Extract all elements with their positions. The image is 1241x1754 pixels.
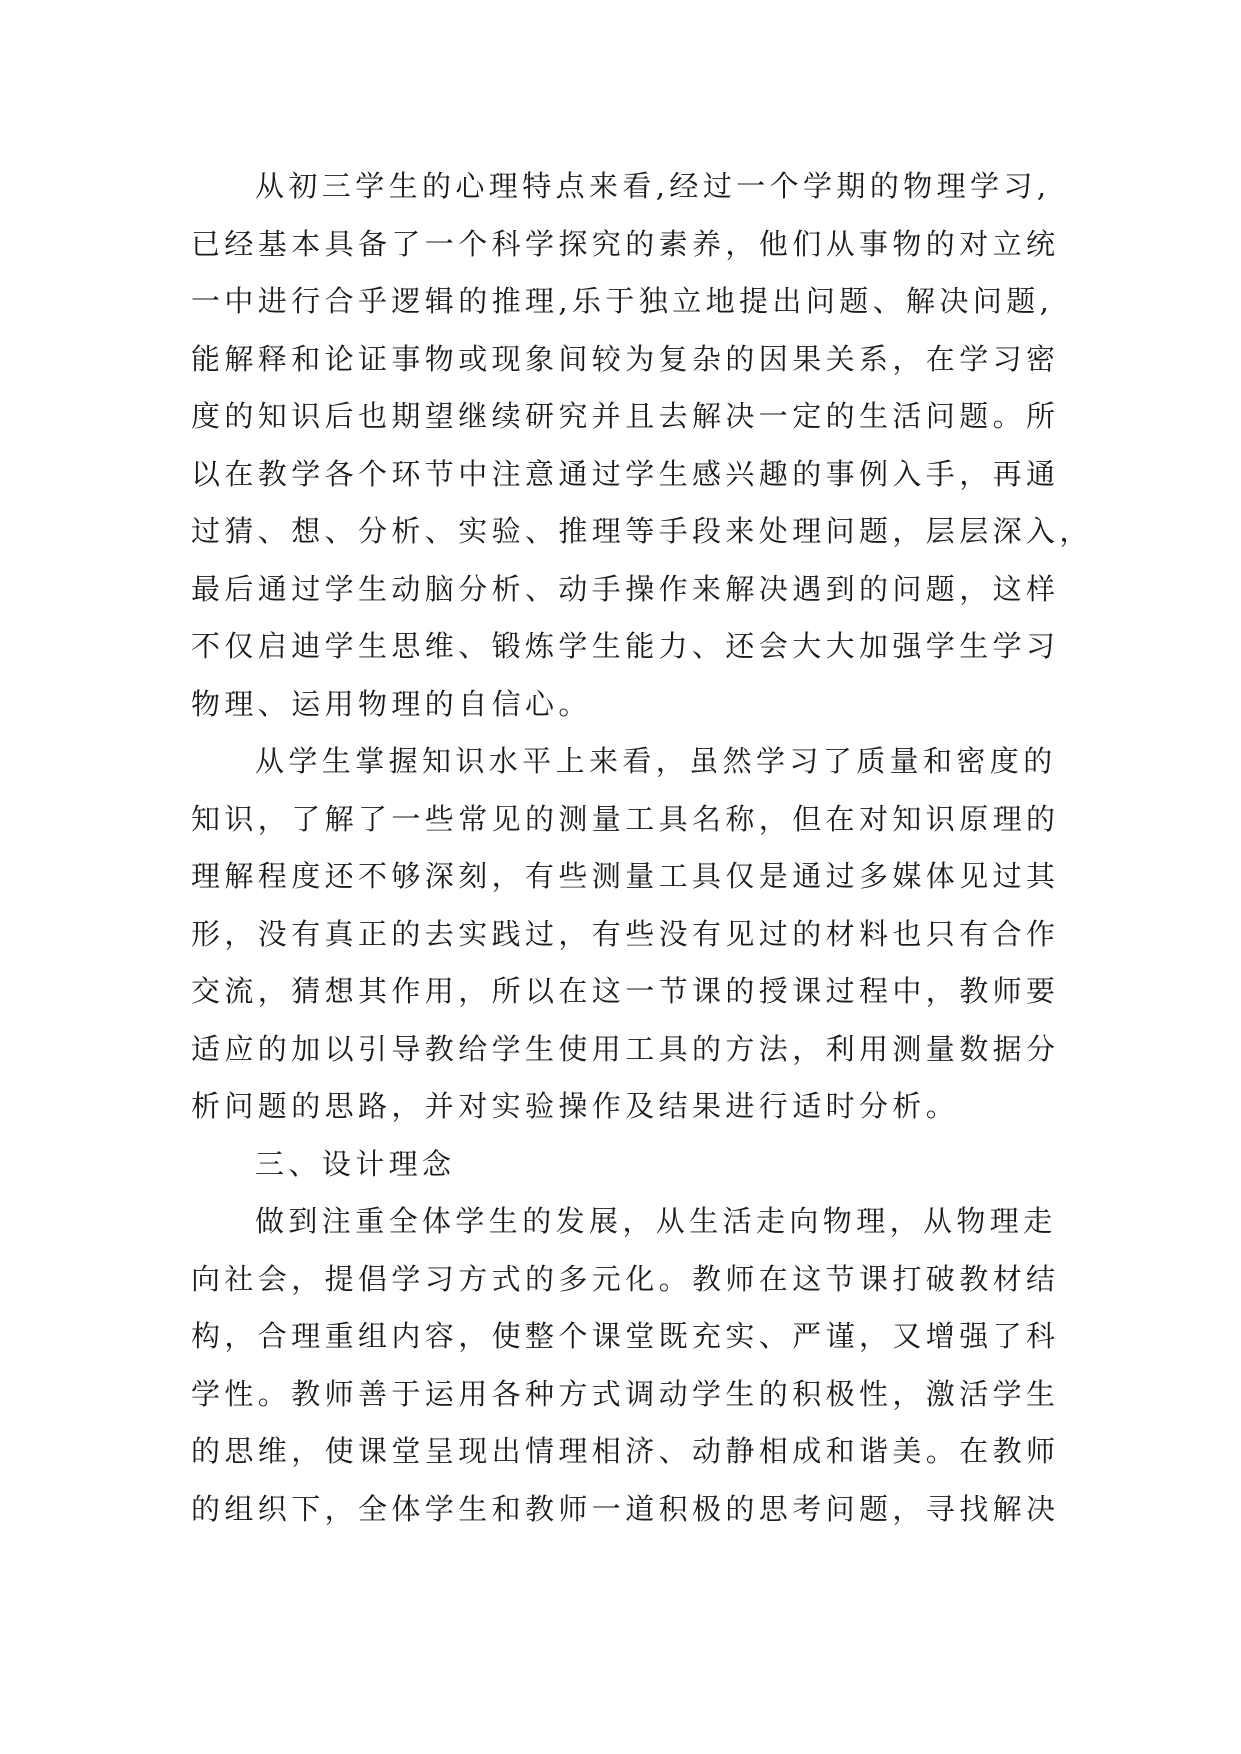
text-line: 物理、运用物理的自信心。 [191,686,592,721]
text-line: 最后通过学生动脑分析、动手操作来解决遇到的问题，这样 [191,571,1060,606]
text-line: 知识，了解了一些常见的测量工具名称，但在对知识原理的 [191,801,1060,836]
text-line: 交流，猜想其作用，所以在这一节课的授课过程中，教师要 [191,974,1060,1008]
text-line: 不仅启迪学生思维、锻炼学生能力、还会大大加强学生学习 [191,629,1060,663]
text-line: 的组织下，全体学生和教师一道积极的思考问题，寻找解决 [191,1491,1060,1526]
text-line: 已经基本具备了一个科学探究的素养，他们从事物的对立统 [191,226,1060,261]
text-line: 析问题的思路，并对实验操作及结果进行适时分析。 [191,1089,960,1123]
text-line: 从学生掌握知识水平上来看，虽然学习了质量和密度的 [255,744,1057,778]
text-line: 以在教学各个环节中注意通过学生感兴趣的事例入手，再通 [191,456,1060,491]
text-line: 能解释和论证事物或现象间较为复杂的因果关系，在学习密 [191,341,1060,376]
text-line: 过猜、想、分析、实验、推理等手段来处理问题，层层深入， [191,514,1093,548]
text-line: 一中进行合乎逻辑的推理,乐于独立地提出问题、解决问题, [191,284,1054,318]
section-heading: 三、设计理念 [255,1146,456,1181]
text-line: 的思维，使课堂呈现出情理相济、动静相成和谐美。在教师 [191,1434,1060,1468]
text-line: 形，没有真正的去实践过，有些没有见过的材料也只有合作 [191,916,1060,951]
text-line: 度的知识后也期望继续研究并且去解决一定的生活问题。所 [191,399,1060,433]
text-line: 学性。教师善于运用各种方式调动学生的积极性，激活学生 [191,1376,1060,1411]
text-line: 适应的加以引导教给学生使用工具的方法，利用测量数据分 [191,1031,1060,1066]
text-line: 从初三学生的心理特点来看,经过一个学期的物理学习, [255,169,1051,203]
text-line: 做到注重全体学生的发展，从生活走向物理，从物理走 [255,1204,1057,1238]
text-line: 构，合理重组内容，使整个课堂既充实、严谨，又增强了科 [191,1319,1060,1353]
text-line: 向社会，提倡学习方式的多元化。教师在这节课打破教材结 [191,1261,1060,1296]
text-line: 理解程度还不够深刻，有些测量工具仅是通过多媒体见过其 [191,859,1060,893]
document-body [191,158,1093,1538]
